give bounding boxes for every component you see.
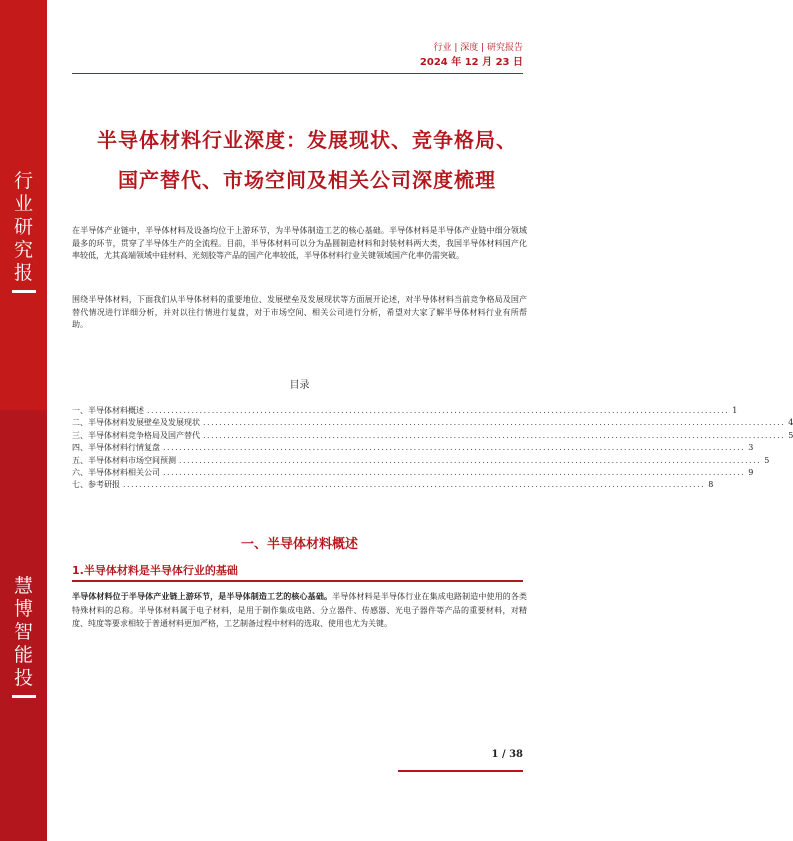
title-line-1: 半导体材料行业深度：发展现状、竞争格局、 [97,128,517,152]
subsection-heading: 1.半导体材料是半导体行业的基础 [72,564,238,577]
sidebar-report-type: 行 业 研 究 报 [13,170,33,284]
toc-item[interactable]: 七、参考研报 ................................................................................................................................................ 8 [72,480,714,490]
section-heading: 一、半导体材料概述 [240,537,358,552]
title-line-2: 国产替代、市场空间及相关公司深度梳理 [118,168,496,192]
toc-leader: ................................................................................................................................................ [123,480,706,490]
page-title [72,120,542,200]
toc-item[interactable]: 二、半导体材料发展壁垒及发展现状 ................................................................................................................................................ 4 [72,418,793,428]
toc-item[interactable]: 四、半导体材料行情复盘 ................................................................................................................................................ 3 [72,443,754,453]
footer-divider [398,770,523,772]
sidebar-dash-bottom [12,695,36,698]
section-lead: 半导体材料位于半导体产业链上游环节，是半导体制造工艺的核心基础。 [72,591,333,601]
header-meta [420,42,523,70]
toc-leader: ................................................................................................................................................ [163,443,746,453]
toc-item[interactable]: 六、半导体材料相关公司 ................................................................................................................................................ 9 [72,467,754,477]
toc-leader: ................................................................................................................................................ [163,467,746,477]
toc-leader: ................................................................................................................................................ [147,406,730,415]
section-text: 半导体材料是半导体行业在集成电路制造中使用的各类特殊材料的总称。半导体材料属于电子材料，是用于制作集成电路、分立器件、传感器、光电子器件等产品的重要材料，对精度、纯度等要求相较于普通材料更加严格，工艺制备过程中材料的选取、使用也尤为关键。 [72,592,528,628]
page-number: 1 / 38 [491,749,523,760]
toc-leader: ................................................................................................................................................ [203,430,786,440]
toc-item[interactable]: 一、半导体材料概述 ................................................................................................................................................ 1 [72,406,738,415]
toc-item[interactable]: 五、半导体材料市场空间预测 ................................................................................................................................................ 5 [72,455,770,465]
sidebar-dash-top [12,290,36,293]
toc-title: 目录 [289,380,310,391]
toc-item[interactable]: 三、半导体材料竞争格局及国产替代 ................................................................................................................................................ 5 [72,430,793,440]
intro-paragraph-1: 在半导体产业链中，半导体材料及设备均位于上游环节，为半导体制造工艺的核心基础。半导体材料是半导体产业链中细分领域最多的环节，贯穿了半导体生产的全流程。目前，半导体材料可以分为晶圆制造材料和封装材料两大类，我国半导体材料国产化率较低，尤其高端领域中硅材料、光刻胶等产品的国产化率较低，半导体材料行业关键领域国产化率仍需突破。 [72,226,527,260]
toc-leader: ................................................................................................................................................ [179,455,762,465]
sidebar-brand: 慧 博 智 能 投 [13,575,33,689]
report-date: 2024 年 12 月 23 日 [419,57,523,68]
toc-leader: ................................................................................................................................................ [203,418,786,428]
subsection-divider [72,580,523,582]
intro-paragraph-2: 围绕半导体材料，下面我们从半导体材料的重要地位、发展壁垒及发展现状等方面展开论述，对半导体材料当前竞争格局及国产替代情况进行详细分析，并对以往行情进行复盘，对于市场空间、相关公司进行分析，希望对大家了解半导体材料行业有所帮助。 [72,295,527,329]
header-divider [72,73,523,74]
sidebar [0,0,47,841]
report-tags: 行业 | 深度 | 研究报告 [433,43,523,53]
section-body [72,590,527,631]
table-of-contents [72,405,793,492]
